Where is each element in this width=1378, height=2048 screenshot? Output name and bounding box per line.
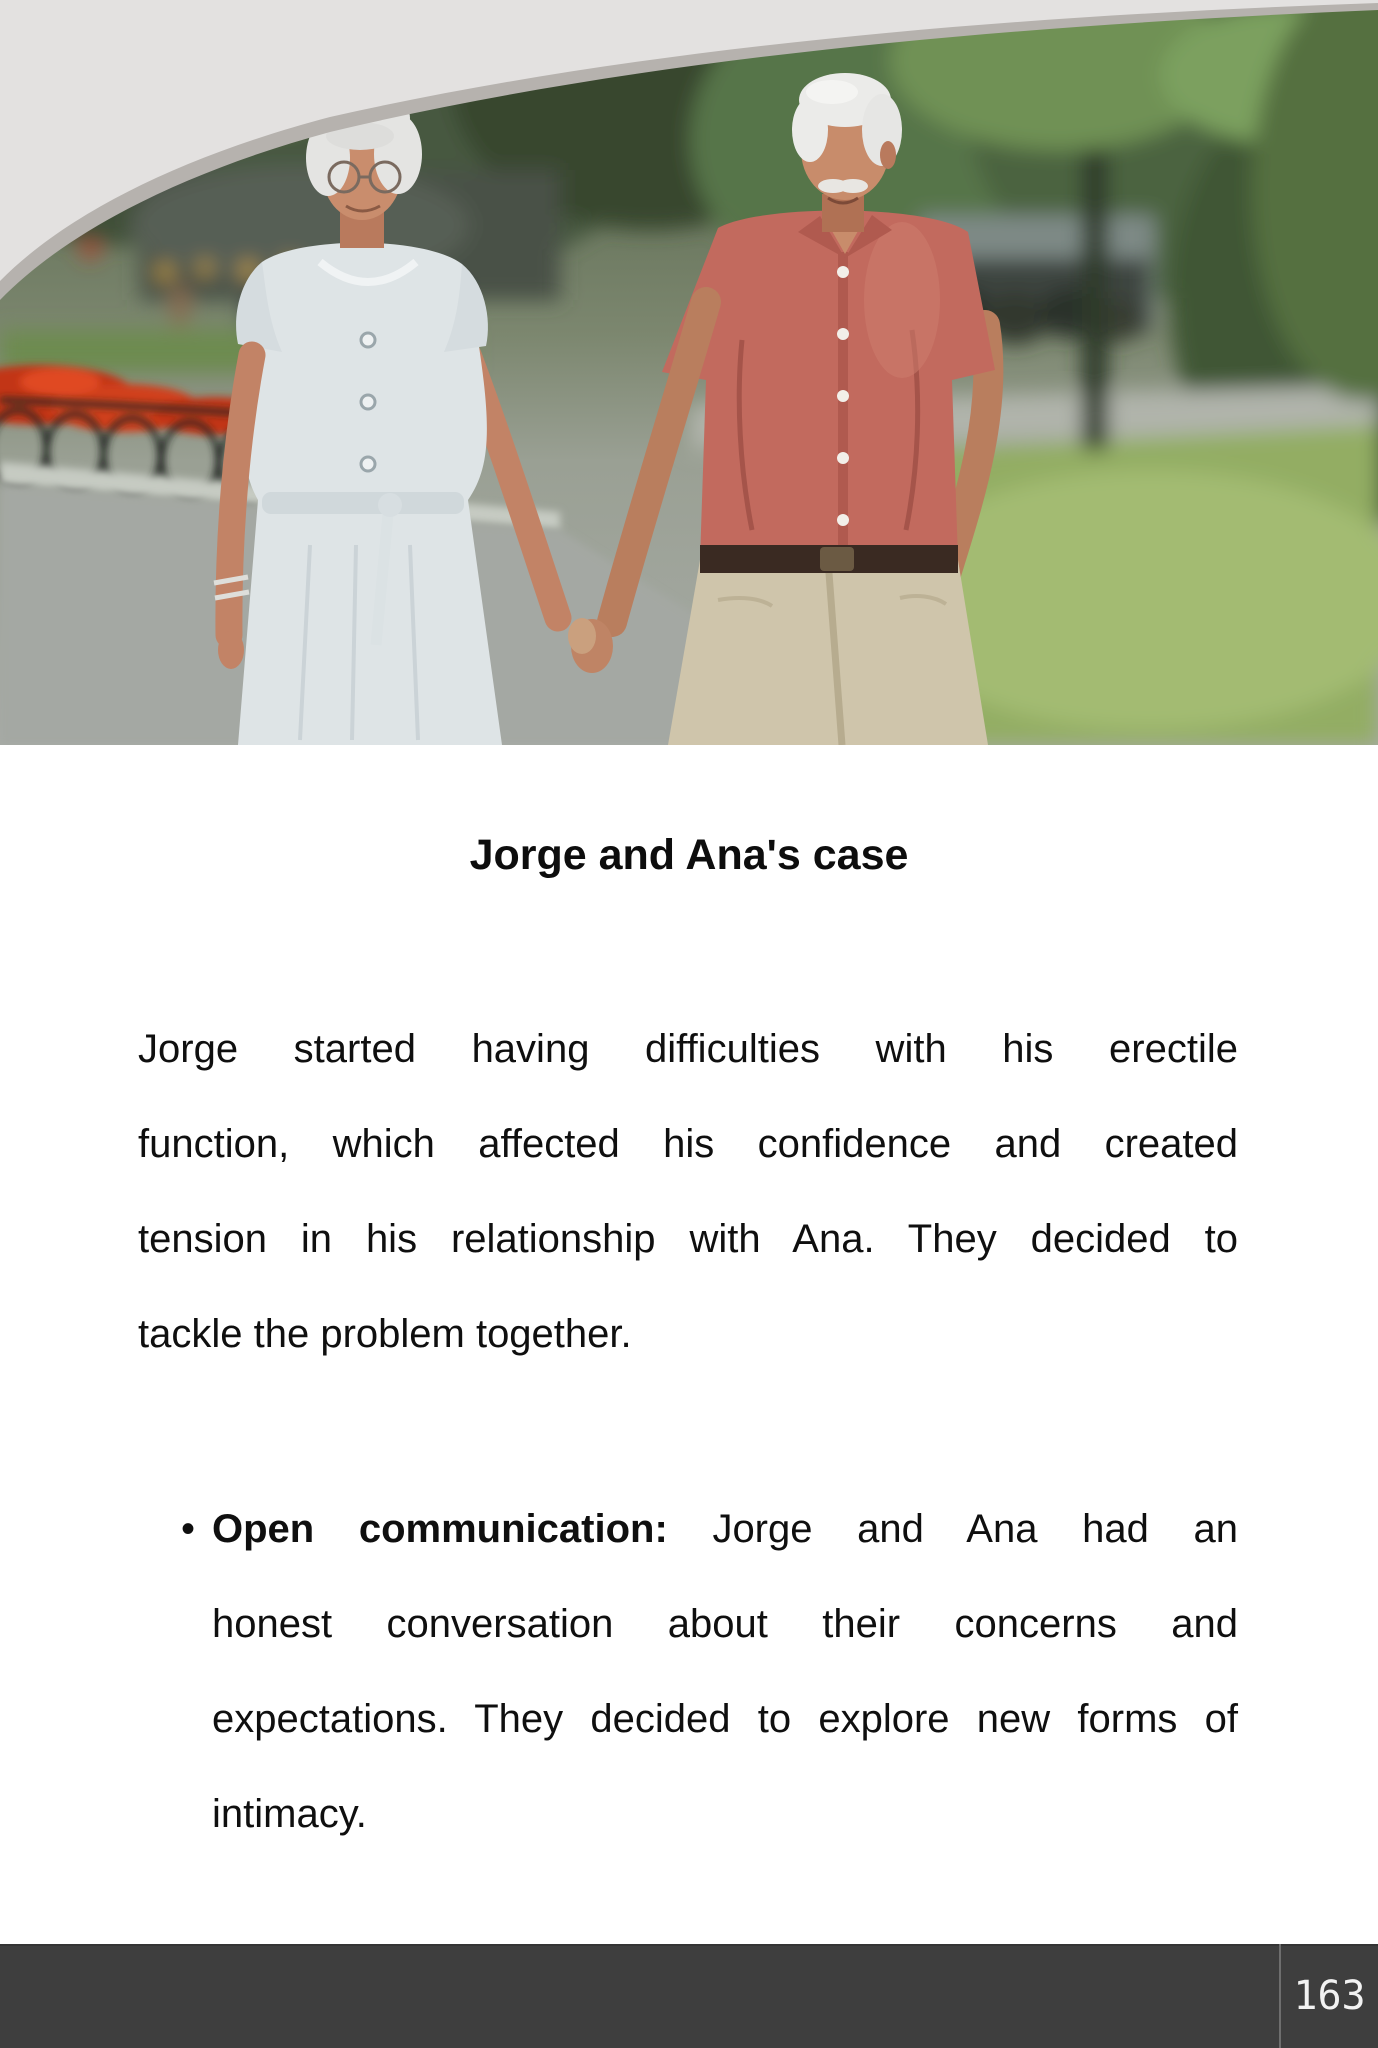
page-title: Jorge and Ana's case xyxy=(469,831,909,879)
page-number: 163 xyxy=(1293,1973,1366,2019)
bullet-line-rest: Jorge and Ana had an xyxy=(712,1507,1238,1551)
bullet-line: intimacy. xyxy=(212,1792,367,1836)
bullet-line: expectations. They decided to explore new forms of xyxy=(212,1697,1238,1741)
hero-photo xyxy=(0,0,1378,745)
case-paragraph xyxy=(138,1002,1238,1382)
paragraph-line: tension in his relationship with Ana. They decided to xyxy=(138,1217,1238,1261)
bullet-item xyxy=(212,1482,1238,1862)
bullet-marker: • xyxy=(180,1507,195,1551)
bullet-bold-label: Open communication: xyxy=(212,1507,668,1551)
footer-bar xyxy=(0,1944,1378,2048)
paragraph-line: function, which affected his confidence and created xyxy=(138,1122,1238,1166)
paragraph-line: tackle the problem together. xyxy=(138,1312,632,1356)
paragraph-line: Jorge started having difficulties with his erectile xyxy=(138,1027,1238,1071)
bullet-line xyxy=(212,1482,1238,1577)
photo-scene xyxy=(0,0,1378,745)
bullet-line: honest conversation about their concerns and xyxy=(212,1602,1238,1646)
